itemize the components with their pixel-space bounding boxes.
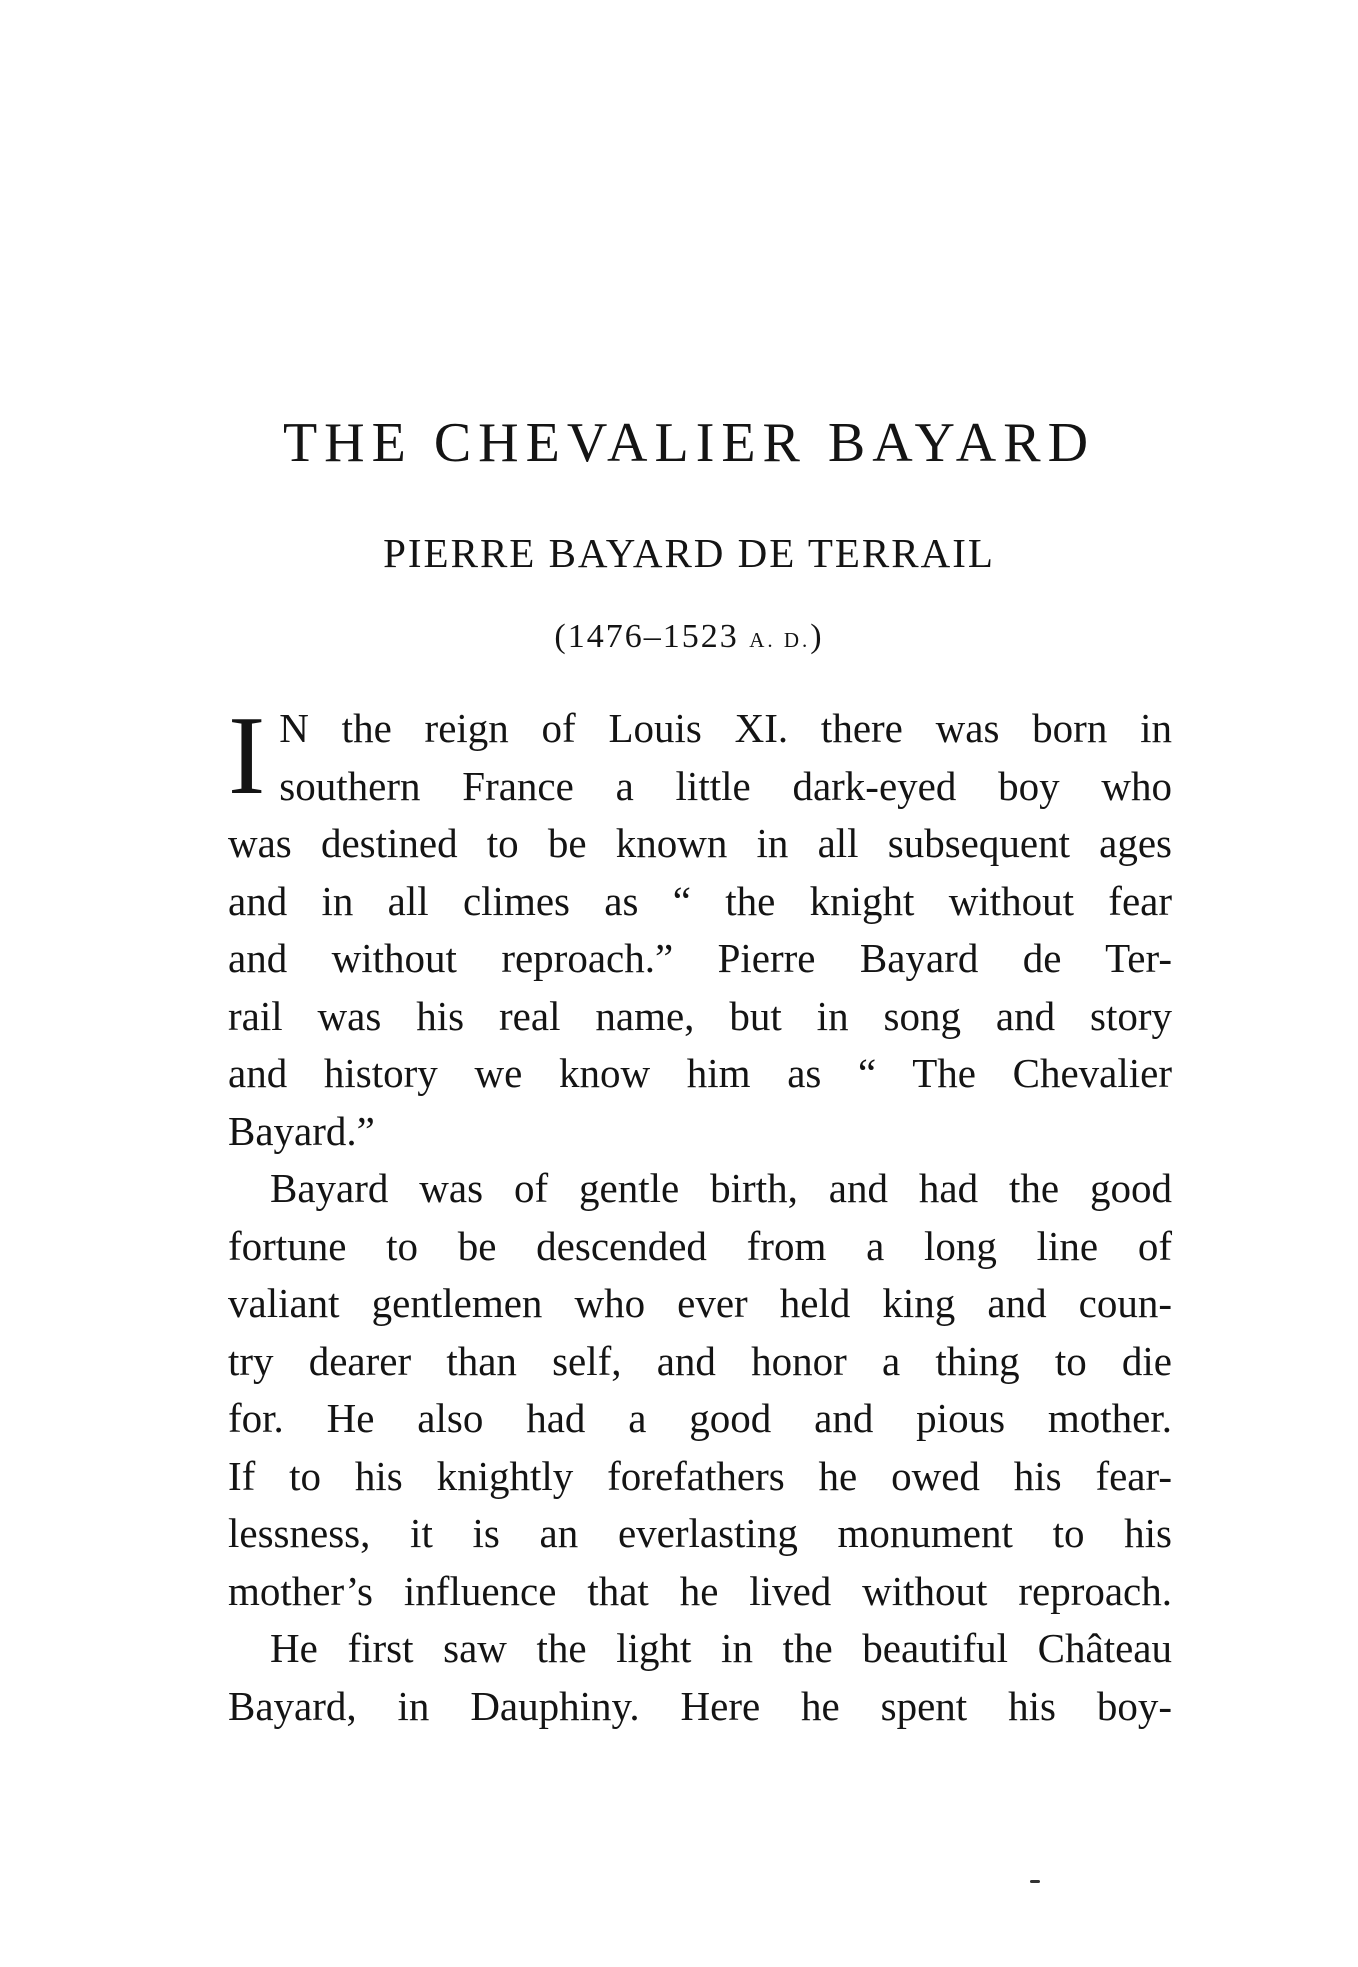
paragraph-2-line: for. He also had a good and pious mother.: [228, 1395, 1172, 1441]
paragraph-2-line: mother’s influence that he lived without reproach.: [228, 1567, 1172, 1614]
chapter-subtitle: PIERRE BAYARD DE TERRAIL: [383, 530, 995, 576]
dates-era: A. D.: [749, 628, 811, 652]
paragraph-3-line: Bayard, in Dauphiny. Here he spent his boy-: [228, 1682, 1172, 1729]
paragraph-2-line: fortune to be descended from a long line of: [228, 1222, 1172, 1269]
paragraph-1-line: southern France a little dark-eyed boy who: [279, 762, 1172, 809]
paragraph-1-line: was destined to be known in all subsequent ages: [228, 820, 1172, 866]
dates-years: (1476–1523: [554, 618, 739, 655]
chapter-title: THE CHEVALIER BAYARD: [282, 412, 1096, 474]
body-text: [228, 694, 1172, 1735]
dates-close: ): [810, 618, 824, 655]
paragraph-1-line: and without reproach.” Pierre Bayard de Ter-: [228, 935, 1172, 981]
paragraph-2-line: lessness, it is an everlasting monument to his: [228, 1510, 1172, 1556]
paragraph-2-line: try dearer than self, and honor a thing to die: [228, 1337, 1172, 1384]
paragraph-3: [228, 1620, 1172, 1735]
print-speck: [1030, 1880, 1040, 1883]
paragraph-2-line: valiant gentlemen who ever held king and coun-: [228, 1280, 1172, 1326]
paragraph-3-line: He first saw the light in the beautiful Château: [270, 1625, 1172, 1671]
drop-cap: I: [228, 694, 266, 818]
paragraph-1-line: and history we know him as “ The Chevalier: [228, 1050, 1172, 1096]
paragraph-1-line: N the reign of Louis XI. there was born in: [279, 705, 1172, 751]
paragraph-1-line: and in all climes as “ the knight without fear: [228, 877, 1172, 924]
paragraph-2-line: Bayard was of gentle birth, and had the good: [270, 1165, 1172, 1211]
paragraph-1-line: Bayard.”: [228, 1107, 375, 1154]
paragraph-2-line: If to his knightly forefathers he owed his fear-: [228, 1452, 1172, 1499]
paragraph-2: [228, 1160, 1172, 1620]
paragraph-1-line: rail was his real name, but in song and story: [228, 992, 1172, 1039]
chapter-dates: [0, 612, 1358, 665]
paragraph-1: [228, 694, 1172, 1160]
